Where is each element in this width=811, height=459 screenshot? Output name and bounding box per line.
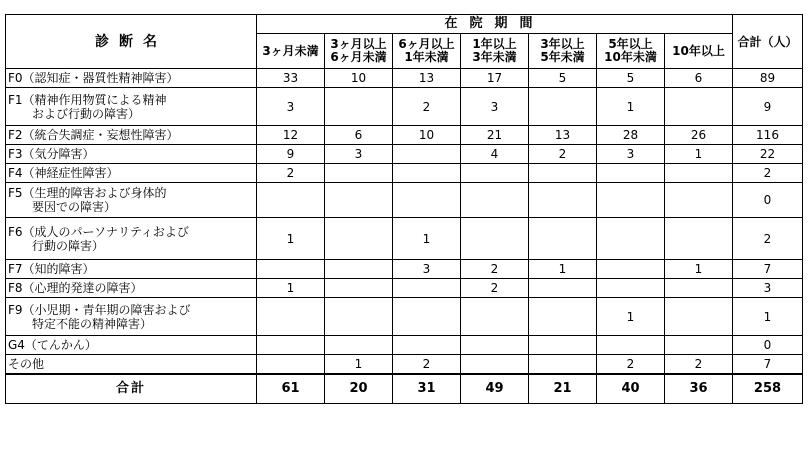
value-cell: 2 xyxy=(393,355,461,374)
diagnosis-label-line2: および行動の障害） xyxy=(32,106,141,121)
row-total-cell: 9 xyxy=(733,88,803,126)
period-label-line2: 6ヶ月未満 xyxy=(330,50,387,64)
value-cell: 21 xyxy=(461,126,529,145)
value-cell: 1 xyxy=(665,145,733,164)
period-label-line2: 1年未満 xyxy=(404,50,449,64)
totals-row xyxy=(6,374,803,404)
period-header: 在院期間 xyxy=(257,15,733,34)
value-cell xyxy=(597,183,665,218)
period-col-header xyxy=(529,34,597,69)
row-total-cell: 2 xyxy=(733,218,803,260)
row-total-cell: 0 xyxy=(733,183,803,218)
value-cell: 2 xyxy=(257,164,325,183)
table-row xyxy=(6,164,803,183)
value-cell xyxy=(529,164,597,183)
value-cell xyxy=(461,355,529,374)
diagnosis-cell xyxy=(6,218,257,260)
value-cell xyxy=(597,336,665,355)
diagnosis-label-line1: F8（心理的発達の障害） xyxy=(8,281,143,295)
value-cell xyxy=(665,88,733,126)
column-total-cell: 20 xyxy=(325,374,393,404)
table-row xyxy=(6,126,803,145)
value-cell xyxy=(325,298,393,336)
column-total-cell: 49 xyxy=(461,374,529,404)
value-cell xyxy=(393,279,461,298)
value-cell xyxy=(257,298,325,336)
diagnosis-label-line1: F6（成人のパーソナリティおよび xyxy=(8,224,189,239)
row-total-cell: 3 xyxy=(733,279,803,298)
value-cell: 1 xyxy=(597,88,665,126)
table-row xyxy=(6,88,803,126)
value-cell xyxy=(529,336,597,355)
value-cell xyxy=(257,336,325,355)
value-cell xyxy=(529,88,597,126)
diagnosis-label-line1: F0（認知症・器質性精神障害） xyxy=(8,71,179,85)
value-cell: 3 xyxy=(325,145,393,164)
column-total-cell: 61 xyxy=(257,374,325,404)
value-cell xyxy=(325,336,393,355)
diagnosis-cell xyxy=(6,279,257,298)
diagnosis-label-line2: 要因での障害） xyxy=(32,200,117,214)
diagnosis-label-line1: その他 xyxy=(8,356,45,371)
value-cell xyxy=(325,218,393,260)
table-row xyxy=(6,145,803,164)
period-label-line1: 10年以上 xyxy=(672,43,725,58)
value-cell: 10 xyxy=(393,126,461,145)
period-label-line1: 5年以上 xyxy=(608,37,653,51)
column-total-cell: 40 xyxy=(597,374,665,404)
row-total-cell: 1 xyxy=(733,298,803,336)
value-cell xyxy=(597,279,665,298)
value-cell xyxy=(257,183,325,218)
value-cell xyxy=(529,183,597,218)
diagnosis-cell xyxy=(6,355,257,374)
period-col-header xyxy=(597,34,665,69)
value-cell: 6 xyxy=(325,126,393,145)
value-cell xyxy=(597,218,665,260)
period-label-line2: 3年未満 xyxy=(472,50,517,64)
value-cell: 1 xyxy=(257,218,325,260)
value-cell: 3 xyxy=(257,88,325,126)
diagnosis-label-line1: G4（てんかん） xyxy=(8,338,97,352)
value-cell xyxy=(665,218,733,260)
row-total-cell: 0 xyxy=(733,336,803,355)
value-cell: 3 xyxy=(393,260,461,279)
value-cell: 2 xyxy=(461,260,529,279)
value-cell xyxy=(393,183,461,218)
period-label-line1: 1年以上 xyxy=(472,37,517,51)
grand-total-cell: 258 xyxy=(733,374,803,404)
diagnosis-cell xyxy=(6,145,257,164)
table-row xyxy=(6,183,803,218)
totals-label: 合計 xyxy=(6,374,257,404)
value-cell: 26 xyxy=(665,126,733,145)
table-row xyxy=(6,355,803,374)
period-label-line1: 3ヶ月未満 xyxy=(262,43,319,58)
period-label-line2: 10年未満 xyxy=(604,50,657,64)
diagnosis-label-line1: F3（気分障害） xyxy=(8,147,95,161)
value-cell: 13 xyxy=(529,126,597,145)
period-col-header xyxy=(665,34,733,69)
value-cell xyxy=(461,218,529,260)
value-cell xyxy=(325,164,393,183)
period-label-line1: 6ヶ月以上 xyxy=(398,37,455,51)
value-cell xyxy=(665,298,733,336)
value-cell: 2 xyxy=(461,279,529,298)
length-of-stay-table xyxy=(5,14,803,404)
diagnosis-header: 診断名 xyxy=(6,15,257,69)
value-cell xyxy=(597,260,665,279)
value-cell xyxy=(665,336,733,355)
value-cell: 33 xyxy=(257,69,325,88)
table-body xyxy=(6,69,803,404)
value-cell: 2 xyxy=(529,145,597,164)
value-cell xyxy=(257,260,325,279)
total-header: 合計（人） xyxy=(733,15,803,69)
value-cell xyxy=(461,336,529,355)
diagnosis-cell xyxy=(6,164,257,183)
value-cell: 17 xyxy=(461,69,529,88)
value-cell xyxy=(461,298,529,336)
row-total-cell: 22 xyxy=(733,145,803,164)
value-cell: 1 xyxy=(665,260,733,279)
period-col-header xyxy=(393,34,461,69)
diagnosis-cell xyxy=(6,88,257,126)
value-cell xyxy=(257,355,325,374)
table-row xyxy=(6,218,803,260)
diagnosis-label-line2: 特定不能の精神障害） xyxy=(32,316,153,331)
period-col-header xyxy=(325,34,393,69)
period-col-header xyxy=(257,34,325,69)
period-col-header xyxy=(461,34,529,69)
column-total-cell: 31 xyxy=(393,374,461,404)
value-cell xyxy=(665,279,733,298)
value-cell: 1 xyxy=(325,355,393,374)
diagnosis-cell xyxy=(6,183,257,218)
value-cell xyxy=(461,164,529,183)
header-row-top xyxy=(6,15,803,34)
value-cell xyxy=(393,298,461,336)
diagnosis-cell xyxy=(6,298,257,336)
value-cell: 3 xyxy=(461,88,529,126)
value-cell xyxy=(529,279,597,298)
value-cell xyxy=(529,355,597,374)
table-row xyxy=(6,279,803,298)
value-cell: 6 xyxy=(665,69,733,88)
table-container xyxy=(5,14,803,404)
value-cell: 2 xyxy=(665,355,733,374)
table-row xyxy=(6,260,803,279)
value-cell: 3 xyxy=(597,145,665,164)
value-cell xyxy=(529,218,597,260)
diagnosis-cell xyxy=(6,69,257,88)
value-cell: 5 xyxy=(529,69,597,88)
value-cell: 10 xyxy=(325,69,393,88)
diagnosis-cell xyxy=(6,126,257,145)
value-cell: 1 xyxy=(257,279,325,298)
value-cell: 13 xyxy=(393,69,461,88)
value-cell xyxy=(529,298,597,336)
table-row xyxy=(6,336,803,355)
value-cell: 4 xyxy=(461,145,529,164)
value-cell: 5 xyxy=(597,69,665,88)
row-total-cell: 7 xyxy=(733,260,803,279)
value-cell: 12 xyxy=(257,126,325,145)
diagnosis-label-line1: F4（神経症性障害） xyxy=(8,166,119,180)
table-row xyxy=(6,298,803,336)
value-cell: 1 xyxy=(529,260,597,279)
row-total-cell: 116 xyxy=(733,126,803,145)
diagnosis-label-line1: F9（小児期・青年期の障害および xyxy=(8,302,191,317)
row-total-cell: 7 xyxy=(733,355,803,374)
value-cell xyxy=(325,88,393,126)
diagnosis-label-line1: F1（精神作用物質による精神 xyxy=(8,92,167,107)
diagnosis-label-line1: F2（統合失調症・妄想性障害） xyxy=(8,128,179,142)
period-label-line1: 3年以上 xyxy=(540,37,585,51)
value-cell: 9 xyxy=(257,145,325,164)
value-cell xyxy=(461,183,529,218)
period-label-line1: 3ヶ月以上 xyxy=(330,37,387,51)
row-total-cell: 89 xyxy=(733,69,803,88)
value-cell xyxy=(325,279,393,298)
value-cell: 2 xyxy=(597,355,665,374)
value-cell xyxy=(597,164,665,183)
diagnosis-cell xyxy=(6,336,257,355)
diagnosis-label-line1: F7（知的障害） xyxy=(8,262,95,276)
value-cell xyxy=(665,164,733,183)
value-cell xyxy=(393,145,461,164)
diagnosis-label-line1: F5（生理的障害および身体的 xyxy=(8,186,167,200)
column-total-cell: 21 xyxy=(529,374,597,404)
value-cell: 28 xyxy=(597,126,665,145)
value-cell: 1 xyxy=(597,298,665,336)
value-cell xyxy=(665,183,733,218)
period-label-line2: 5年未満 xyxy=(540,50,585,64)
value-cell xyxy=(393,336,461,355)
column-total-cell: 36 xyxy=(665,374,733,404)
value-cell xyxy=(325,183,393,218)
value-cell xyxy=(325,260,393,279)
value-cell xyxy=(393,164,461,183)
value-cell: 2 xyxy=(393,88,461,126)
row-total-cell: 2 xyxy=(733,164,803,183)
diagnosis-cell xyxy=(6,260,257,279)
value-cell: 1 xyxy=(393,218,461,260)
table-row xyxy=(6,69,803,88)
diagnosis-label-line2: 行動の障害） xyxy=(32,238,105,253)
